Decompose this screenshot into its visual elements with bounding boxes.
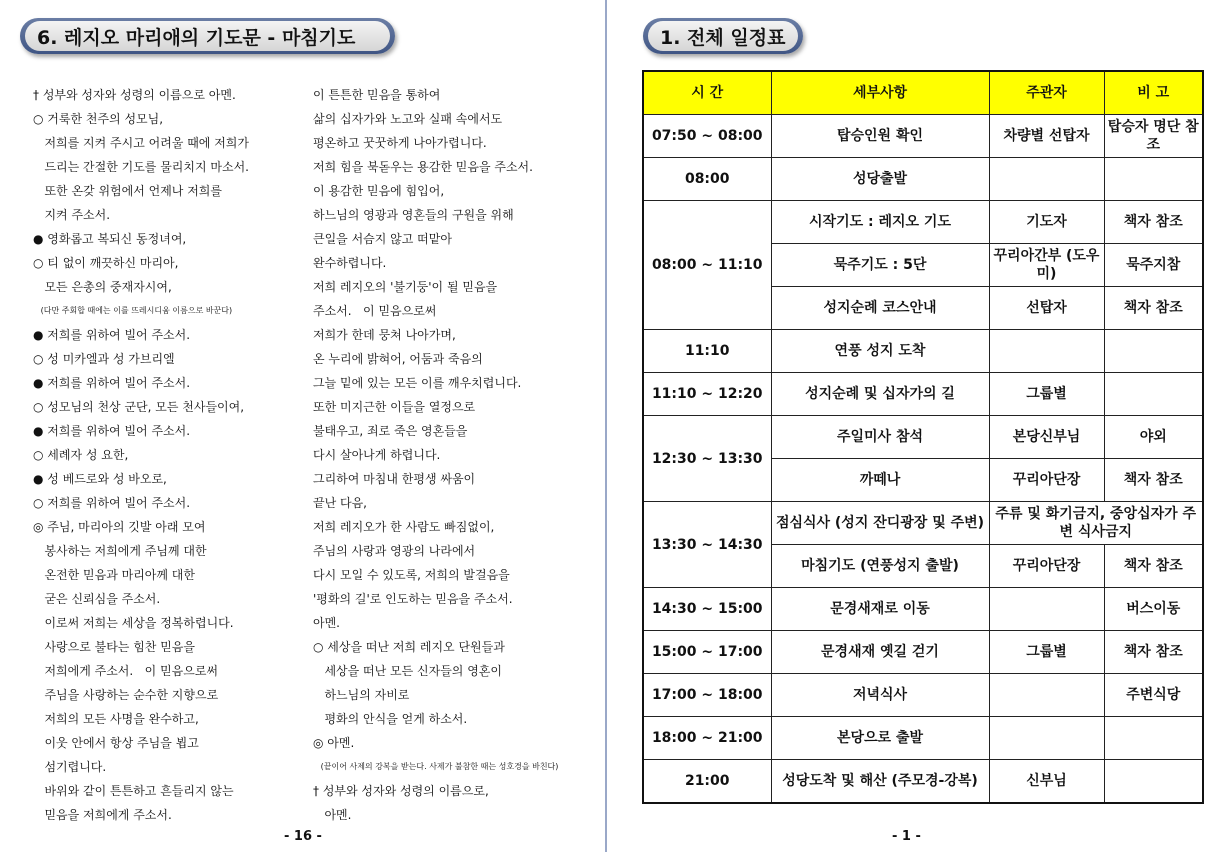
- prayer-line: '평화의 길'로 인도하는 믿음을 주소서.: [313, 592, 513, 606]
- prayer-line: 그늘 밑에 있는 모든 이를 깨우치렵니다.: [313, 376, 522, 390]
- cell-note: 야외: [1104, 416, 1203, 459]
- cell-time: 18:00 ~ 21:00: [643, 717, 771, 760]
- cell-detail: 성지순례 코스안내: [771, 287, 989, 330]
- cell-detail: 본당으로 출발: [771, 717, 989, 760]
- table-row: [643, 330, 1203, 373]
- cell-host: 꾸리아단장: [989, 545, 1104, 588]
- prayer-line: 이로써 저희는 세상을 정복하렵니다.: [33, 616, 234, 630]
- prayer-line: (다만 주회합 때에는 이를 뜨레시디움 이름으로 바꾼다): [33, 306, 233, 315]
- cell-note: 탑승자 명단 참조: [1104, 115, 1203, 158]
- cell-note: 책자 참조: [1104, 631, 1203, 674]
- right-title-banner: [643, 18, 803, 54]
- cell-note: 묵주지참: [1104, 244, 1203, 287]
- header-time: 시 간: [643, 71, 771, 115]
- cell-note: 책자 참조: [1104, 287, 1203, 330]
- cell-time: 14:30 ~ 15:00: [643, 588, 771, 631]
- prayer-line: 큰일을 서슴지 않고 떠맡아: [313, 232, 452, 246]
- prayer-line: ● 저희를 위하여 빌어 주소서.: [33, 424, 191, 438]
- prayer-line: 저희가 한데 뭉쳐 나아가며,: [313, 328, 456, 342]
- cell-detail: 문경새재 옛길 걷기: [771, 631, 989, 674]
- cell-host: 그룹별: [989, 373, 1104, 416]
- prayer-line: † 성부와 성자와 성령의 이름으로 아멘.: [33, 88, 236, 102]
- table-row: [643, 373, 1203, 416]
- cell-time: 07:50 ~ 08:00: [643, 115, 771, 158]
- prayer-line: ◎ 주님, 마리아의 깃발 아래 모여: [33, 520, 206, 534]
- cell-detail: 연풍 성지 도착: [771, 330, 989, 373]
- table-row: [643, 201, 1203, 244]
- header-note: 비 고: [1104, 71, 1203, 115]
- prayer-line: 저희의 모든 사명을 완수하고,: [33, 712, 199, 726]
- prayer-line: 주님의 사랑과 영광의 나라에서: [313, 544, 476, 558]
- prayer-line: 봉사하는 저희에게 주님께 대한: [33, 544, 207, 558]
- prayer-line: 삶의 십자가와 노고와 실패 속에서도: [313, 112, 503, 126]
- prayer-line: 또한 미지근한 이들을 열정으로: [313, 400, 476, 414]
- left-page-title: 6. 레지오 마리애의 기도문 - 마침기도: [25, 21, 390, 51]
- table-row: [643, 631, 1203, 674]
- cell-note: [1104, 717, 1203, 760]
- prayer-line: 사랑으로 불타는 힘찬 믿음을: [33, 640, 195, 654]
- header-detail: 세부사항: [771, 71, 989, 115]
- cell-detail: 마침기도 (연풍성지 출발): [771, 545, 989, 588]
- table-row: [643, 502, 1203, 545]
- prayer-column-2: [313, 83, 558, 827]
- left-title-banner: [20, 18, 395, 54]
- prayer-line: 완수하렵니다.: [313, 256, 387, 270]
- cell-time: 12:30 ~ 13:30: [643, 416, 771, 502]
- table-row: [643, 158, 1203, 201]
- cell-time: 08:00 ~ 11:10: [643, 201, 771, 330]
- table-row: [643, 674, 1203, 717]
- cell-host: [989, 674, 1104, 717]
- prayer-line: ● 저희를 위하여 빌어 주소서.: [33, 376, 191, 390]
- prayer-line: 주님을 사랑하는 순수한 지향으로: [33, 688, 219, 702]
- prayer-line: ● 저희를 위하여 빌어 주소서.: [33, 328, 191, 342]
- table-row: [643, 115, 1203, 158]
- cell-detail: 주일미사 참석: [771, 416, 989, 459]
- header-host: 주관자: [989, 71, 1104, 115]
- prayer-line: 드리는 간절한 기도를 물리치지 마소서.: [33, 160, 249, 174]
- page-divider: [605, 0, 607, 852]
- cell-host: [989, 158, 1104, 201]
- prayer-line: 아멘.: [313, 616, 340, 630]
- prayer-line: 온 누리에 밝혀어, 어둠과 죽음의: [313, 352, 483, 366]
- cell-detail: 탑승인원 확인: [771, 115, 989, 158]
- cell-detail: 까떼나: [771, 459, 989, 502]
- prayer-line: 모든 은총의 중재자시여,: [33, 280, 172, 294]
- prayer-line: 평화의 안식을 얻게 하소서.: [313, 712, 468, 726]
- cell-note: [1104, 158, 1203, 201]
- cell-time: 08:00: [643, 158, 771, 201]
- prayer-line: 다시 모일 수 있도록, 저희의 발걸음을: [313, 568, 510, 582]
- prayer-line: ● 성 베드로와 성 바오로,: [33, 472, 167, 486]
- table-row: [643, 416, 1203, 459]
- cell-host: 선탑자: [989, 287, 1104, 330]
- table-row: [643, 588, 1203, 631]
- prayer-line: 굳은 신뢰심을 주소서.: [33, 592, 161, 606]
- left-page-number: - 16 -: [284, 829, 322, 844]
- prayer-line: ○ 거룩한 천주의 성모님,: [33, 112, 164, 126]
- prayer-line: † 성부와 성자와 성령의 이름으로,: [313, 784, 489, 798]
- cell-host: 신부님: [989, 760, 1104, 804]
- prayer-line: 지켜 주소서.: [33, 208, 111, 222]
- table-row: [643, 760, 1203, 804]
- prayer-line: ○ 티 없이 깨끗하신 마리아,: [33, 256, 179, 270]
- prayer-line: 하느님의 영광과 영혼들의 구원을 위해: [313, 208, 514, 222]
- cell-host: [989, 588, 1104, 631]
- prayer-line: ◎ 아멘.: [313, 736, 355, 750]
- cell-note: 책자 참조: [1104, 545, 1203, 588]
- cell-host: 그룹별: [989, 631, 1104, 674]
- prayer-line: 끝난 다음,: [313, 496, 367, 510]
- prayer-line: ● 영화롭고 복되신 동정녀여,: [33, 232, 187, 246]
- cell-host: 기도자: [989, 201, 1104, 244]
- right-page-title: 1. 전체 일정표: [648, 21, 798, 51]
- cell-time: 11:10 ~ 12:20: [643, 373, 771, 416]
- prayer-line: 이 용감한 믿음에 힘입어,: [313, 184, 445, 198]
- table-row: [643, 717, 1203, 760]
- prayer-line: 저희에게 주소서. 이 믿음으로써: [33, 664, 219, 678]
- cell-host-note-merged: 주류 및 화기금지, 중앙십자가 주변 식사금지: [989, 502, 1203, 545]
- prayer-line: 온전한 믿음과 마리아께 대한: [33, 568, 195, 582]
- cell-note: [1104, 760, 1203, 804]
- cell-note: 책자 참조: [1104, 201, 1203, 244]
- prayer-line: 저희를 지켜 주시고 어려울 때에 저희가: [33, 136, 249, 150]
- prayer-line: 저희 레지오의 '불기둥'이 될 믿음을: [313, 280, 498, 294]
- cell-time: 17:00 ~ 18:00: [643, 674, 771, 717]
- cell-detail: 성지순례 및 십자가의 길: [771, 373, 989, 416]
- cell-note: 주변식당: [1104, 674, 1203, 717]
- prayer-line: 주소서. 이 믿음으로써: [313, 304, 437, 318]
- prayer-line: ○ 세례자 성 요한,: [33, 448, 129, 462]
- cell-note: 책자 참조: [1104, 459, 1203, 502]
- cell-time: 13:30 ~ 14:30: [643, 502, 771, 588]
- prayer-line: 또한 온갖 위험에서 언제나 저희를: [33, 184, 222, 198]
- cell-detail: 점심식사 (성지 잔디광장 및 주변): [771, 502, 989, 545]
- cell-host: [989, 330, 1104, 373]
- prayer-line: ○ 저희를 위하여 빌어 주소서.: [33, 496, 191, 510]
- prayer-line: 불태우고, 죄로 죽은 영혼들을: [313, 424, 468, 438]
- prayer-column-1: [33, 83, 249, 827]
- schedule-header-row: [643, 71, 1203, 115]
- cell-host: 꾸리아간부 (도우미): [989, 244, 1104, 287]
- schedule-table: [642, 70, 1204, 804]
- cell-host: 차량별 선탑자: [989, 115, 1104, 158]
- prayer-line: 평온하고 꿋꿋하게 나아가렵니다.: [313, 136, 487, 150]
- prayer-line: 저희 힘을 북돋우는 용감한 믿음을 주소서.: [313, 160, 533, 174]
- prayer-line: ○ 성 미카엘과 성 가브리엘: [33, 352, 175, 366]
- prayer-line: 바위와 같이 튼튼하고 흔들리지 않는: [33, 784, 234, 798]
- cell-host: 본당신부님: [989, 416, 1104, 459]
- right-page-number: - 1 -: [892, 829, 921, 844]
- cell-note: [1104, 330, 1203, 373]
- prayer-line: 다시 살아나게 하렵니다.: [313, 448, 441, 462]
- cell-detail: 묵주기도 : 5단: [771, 244, 989, 287]
- prayer-line: 저희 레지오가 한 사람도 빠짐없이,: [313, 520, 495, 534]
- cell-host: 꾸리아단장: [989, 459, 1104, 502]
- cell-time: 21:00: [643, 760, 771, 804]
- prayer-line: 그리하여 마침내 한평생 싸움이: [313, 472, 476, 486]
- cell-detail: 문경새재로 이동: [771, 588, 989, 631]
- cell-time: 11:10: [643, 330, 771, 373]
- prayer-line: 하느님의 자비로: [313, 688, 410, 702]
- prayer-line: (끝이어 사제의 강복을 받는다. 사제가 불참한 때는 성호경을 바친다): [313, 762, 559, 771]
- prayer-line: ○ 성모님의 천상 군단, 모든 천사들이여,: [33, 400, 245, 414]
- cell-detail: 성당출발: [771, 158, 989, 201]
- prayer-line: 이 튼튼한 믿음을 통하여: [313, 88, 441, 102]
- cell-detail: 저녁식사: [771, 674, 989, 717]
- prayer-line: 아멘.: [313, 808, 352, 822]
- cell-time: 15:00 ~ 17:00: [643, 631, 771, 674]
- prayer-line: 이웃 안에서 항상 주님을 뵙고: [33, 736, 199, 750]
- prayer-line: 믿음을 저희에게 주소서.: [33, 808, 172, 822]
- prayer-line: ○ 세상을 떠난 저희 레지오 단원들과: [313, 640, 505, 654]
- cell-note: 버스이동: [1104, 588, 1203, 631]
- prayer-line: 세상을 떠난 모든 신자들의 영혼이: [313, 664, 502, 678]
- cell-detail: 시작기도 : 레지오 기도: [771, 201, 989, 244]
- cell-host: [989, 717, 1104, 760]
- prayer-line: 섬기렵니다.: [33, 760, 107, 774]
- cell-detail: 성당도착 및 해산 (주모경-강복): [771, 760, 989, 804]
- cell-note: [1104, 373, 1203, 416]
